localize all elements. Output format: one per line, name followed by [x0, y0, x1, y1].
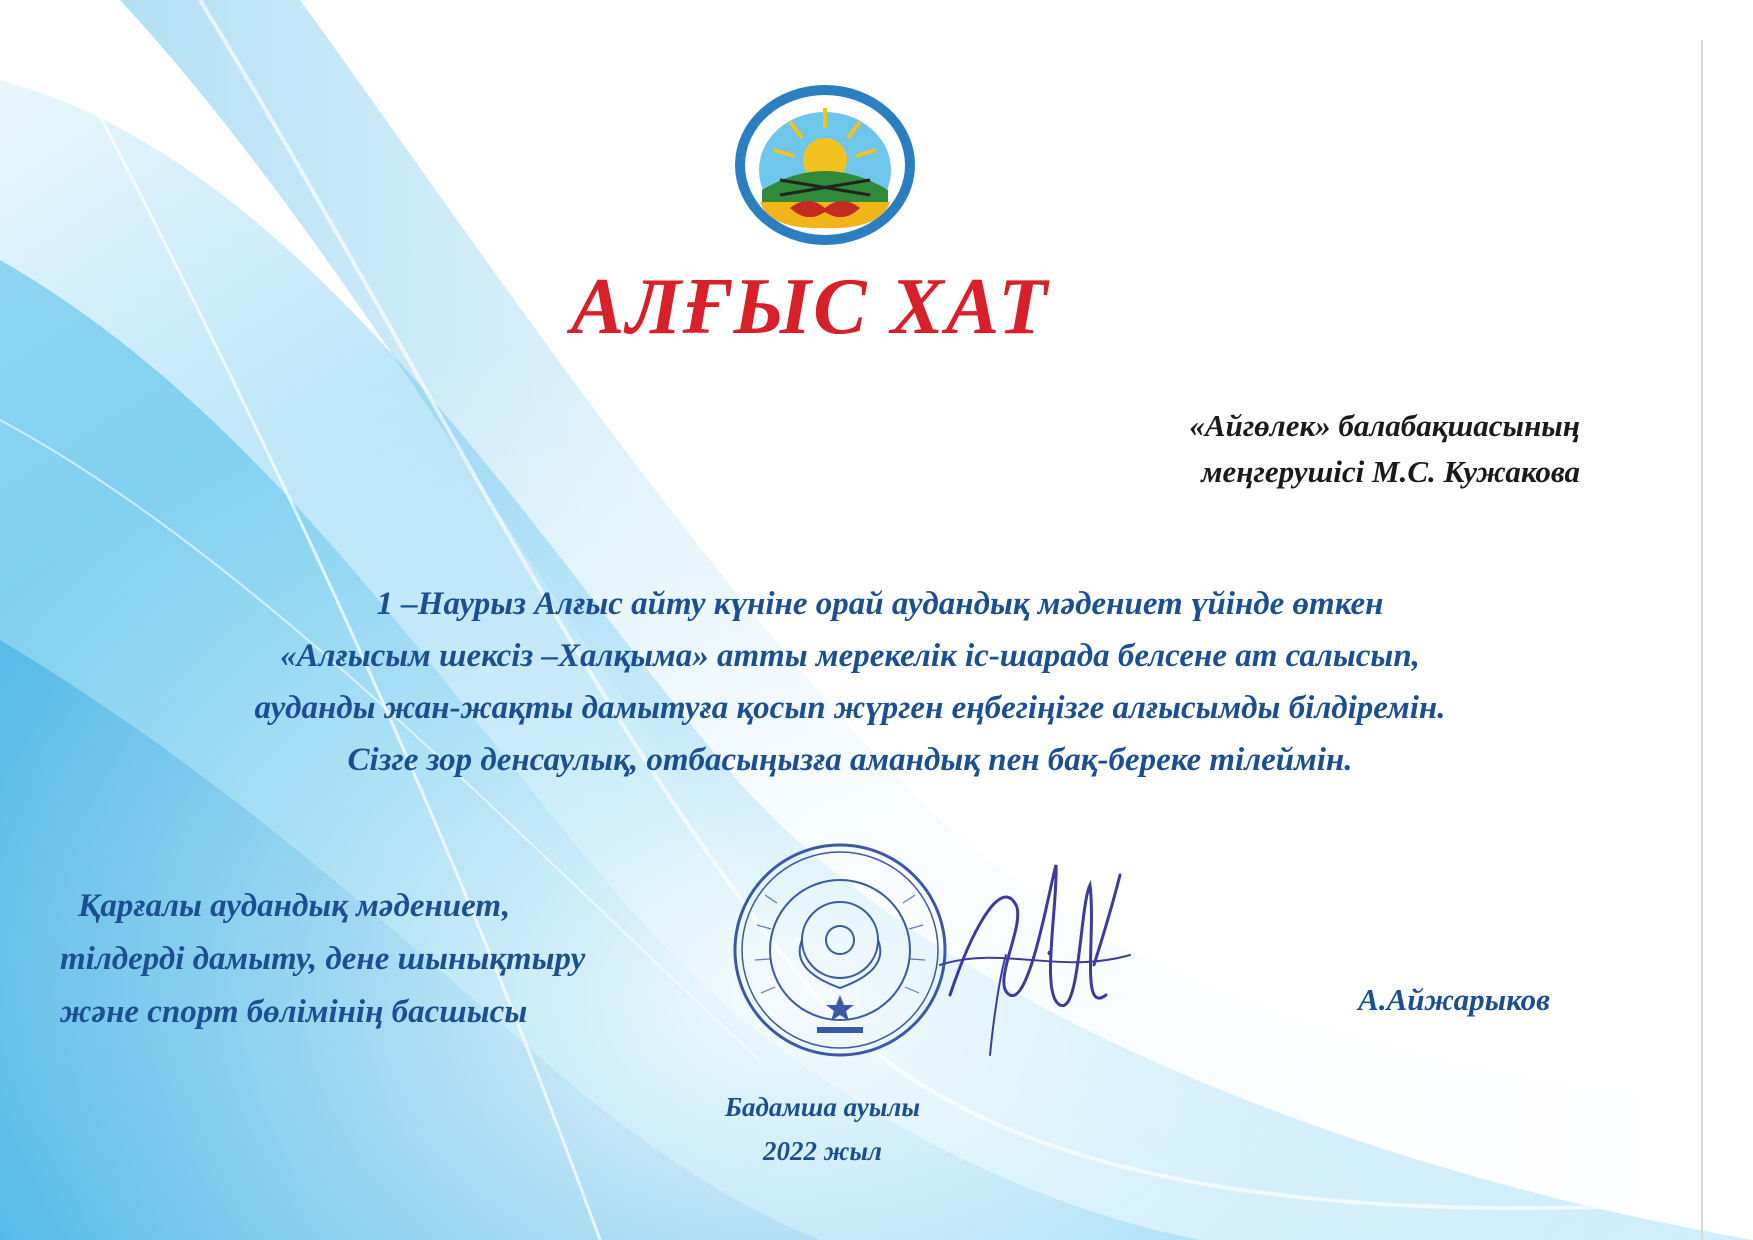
addressee-line-1: «Айгөлек» балабақшасының: [1189, 408, 1580, 443]
addressee-line-2: меңгерушісі М.С. Кужакова: [1201, 454, 1580, 489]
sender-line-3: және спорт бөлімінің басшысы: [60, 994, 528, 1030]
signer-name: А.Айжарыков: [1358, 982, 1550, 1017]
handwritten-signature-icon: [930, 845, 1190, 1065]
official-seal-icon: [725, 835, 955, 1065]
place-text: Бадамша ауылы: [724, 1092, 921, 1122]
body-line: «Алғысым шексіз –Халқыма» атты мерекелік іс-шарада белсене ат салысып,: [280, 638, 1420, 674]
addressee: [1000, 403, 1580, 495]
sender-line-2: тілдерді дамыту, дене шынықтыру: [60, 941, 586, 977]
body-line: 1 –Наурыз Алғыс айту күніне орай аудандық мәдениет үйінде өткен: [376, 586, 1384, 622]
document-title: АЛҒЫС ХАТ: [571, 263, 1049, 351]
sender-position: [60, 880, 760, 1039]
body-line: ауданды жан-жақты дамытуға қосып жүрген еңбегіңізге алғысымды білдіремін.: [254, 690, 1446, 726]
place-and-date: [620, 1085, 1025, 1173]
sender-line-1: Қарғалы аудандық мәдениет,: [78, 888, 511, 924]
district-emblem-icon: [730, 80, 920, 250]
year-text: 2022 жыл: [762, 1136, 883, 1166]
body-text: [40, 578, 1660, 786]
body-line: Сізге зор денсаулық, отбасыңызға амандық пен бақ-береке тілеймін.: [347, 742, 1353, 778]
